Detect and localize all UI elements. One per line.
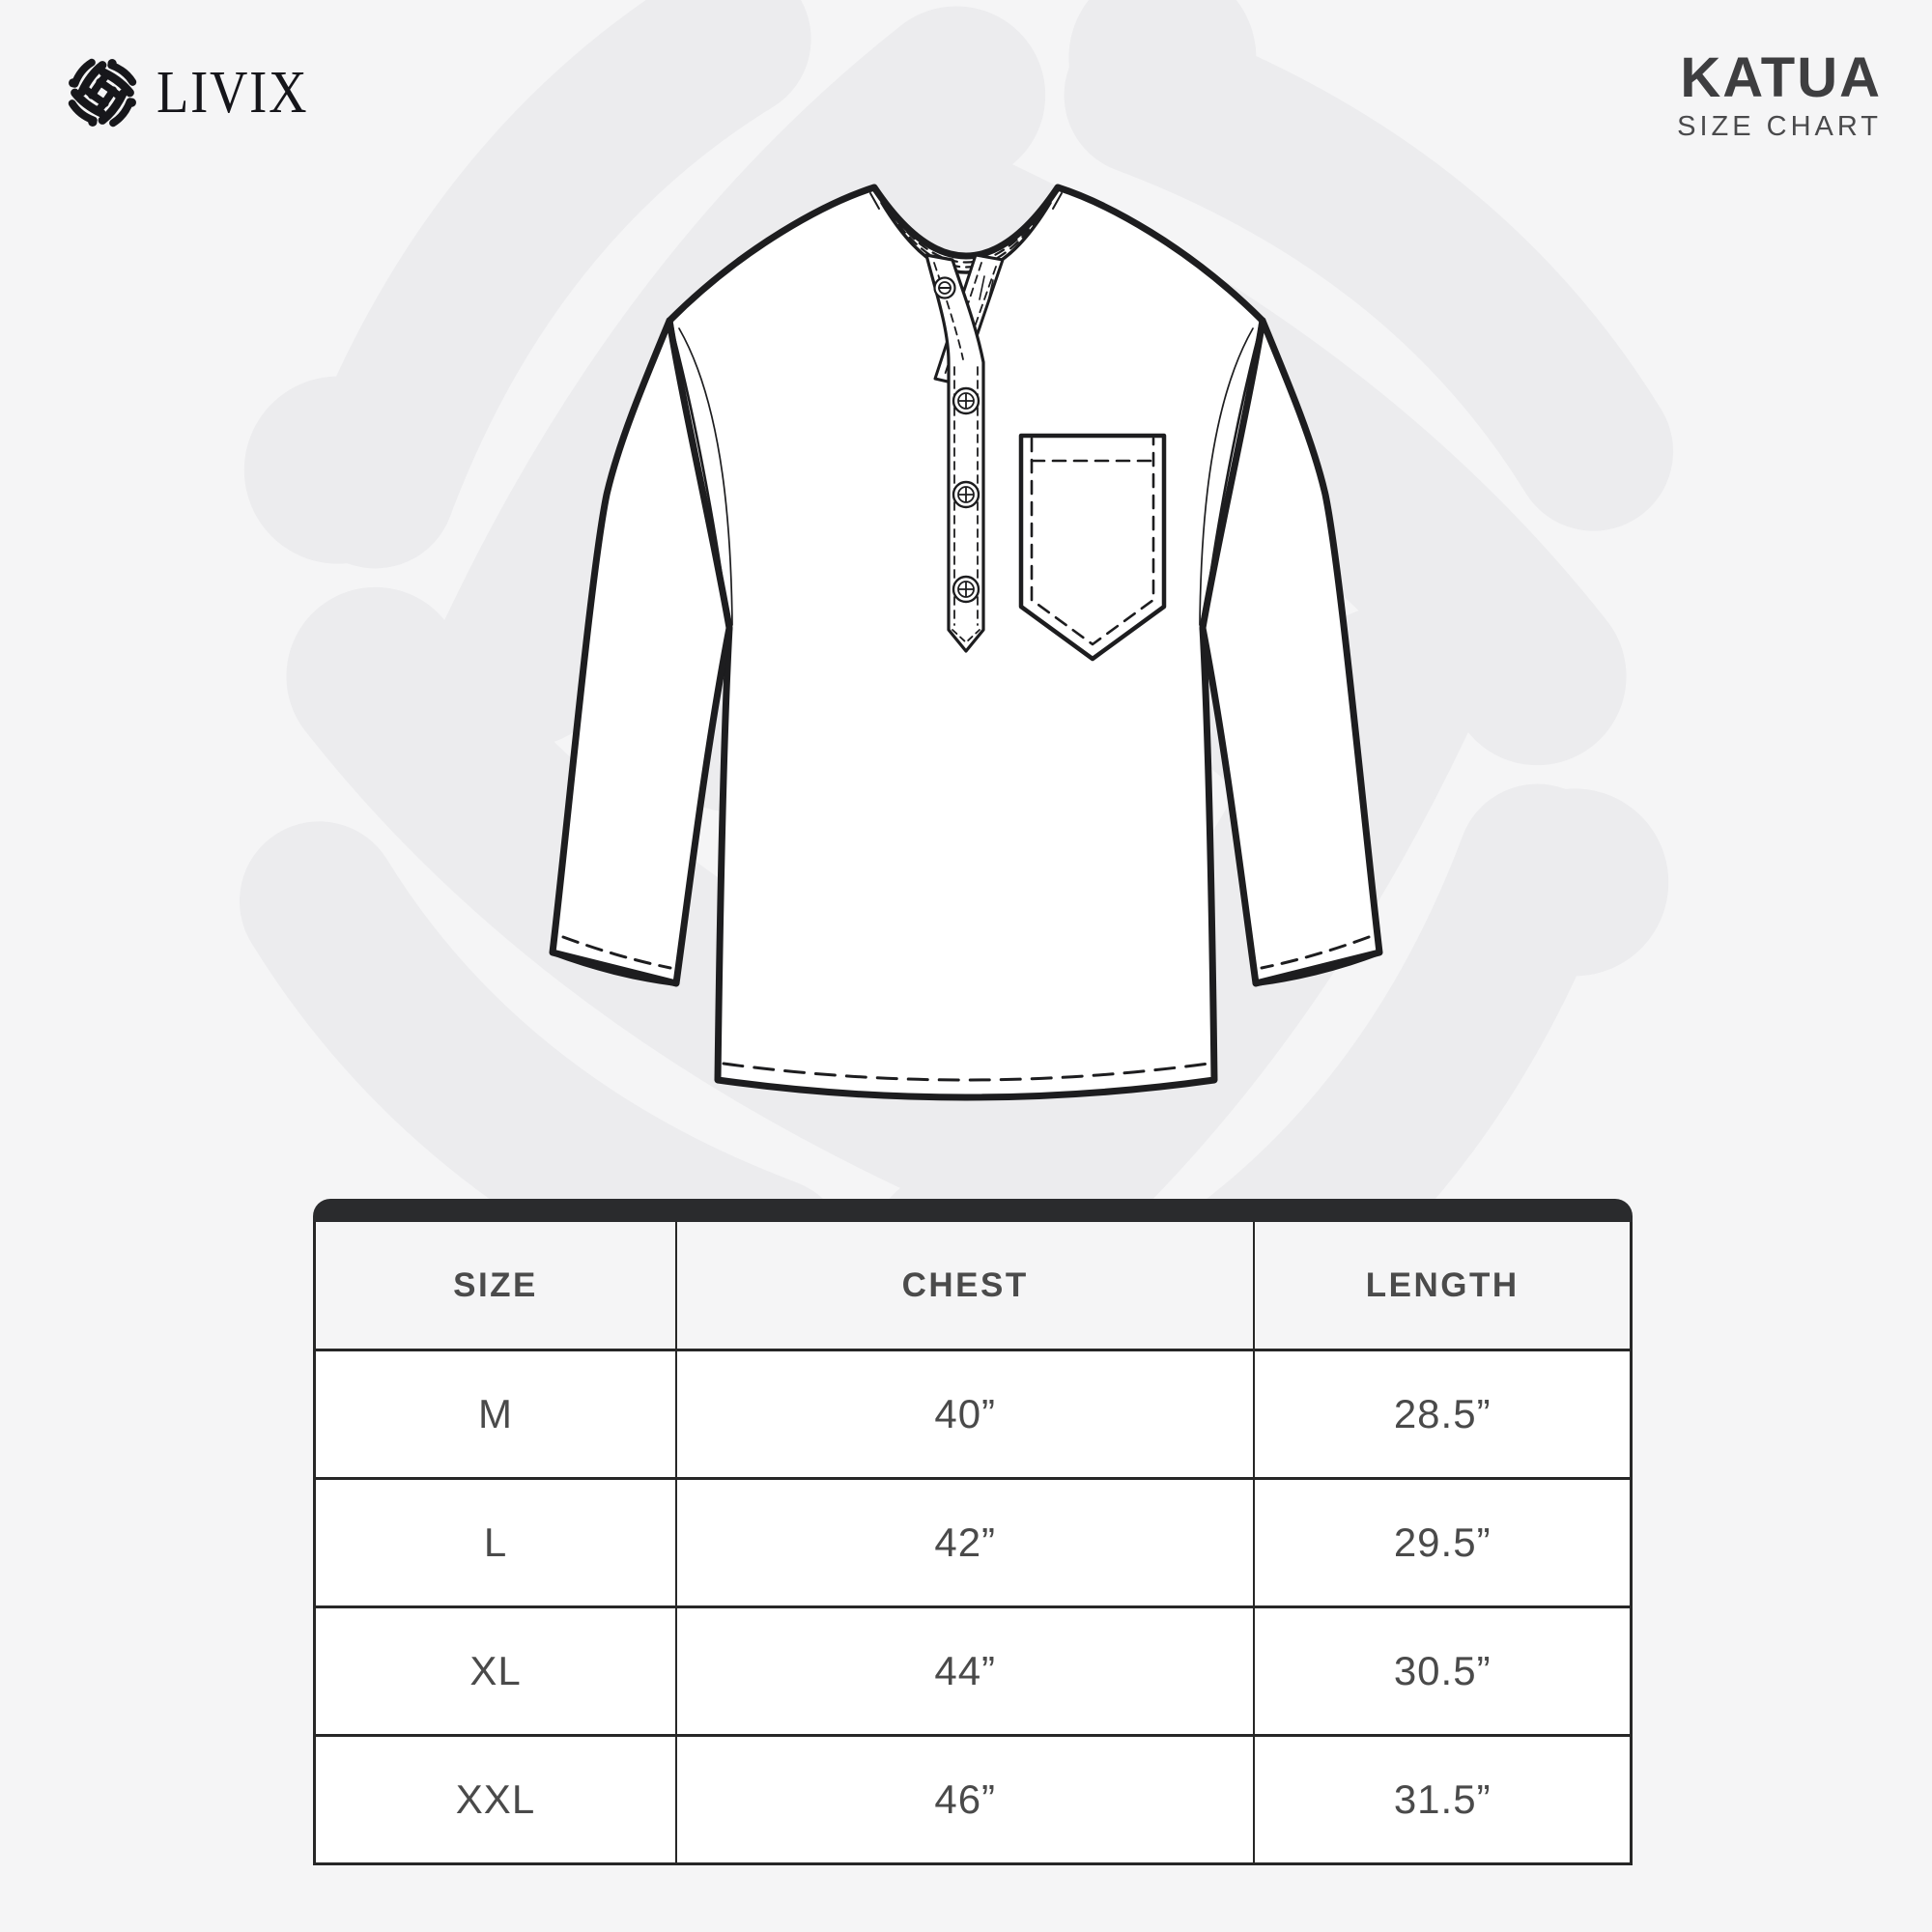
size-chart-table xyxy=(313,1199,1633,1865)
button-1 xyxy=(935,278,955,298)
brand-logo xyxy=(58,48,329,137)
table-row-l xyxy=(316,1477,1630,1605)
button-3 xyxy=(953,482,979,507)
livix-logo-icon xyxy=(58,48,147,137)
chest-value: 42” xyxy=(677,1480,1255,1605)
column-header-length: LENGTH xyxy=(1365,1265,1520,1304)
table-row-xl xyxy=(316,1605,1630,1734)
length-value: 30.5” xyxy=(1393,1648,1492,1693)
button-4 xyxy=(953,577,979,602)
size-value: XXL xyxy=(316,1737,677,1862)
length-value: 31.5” xyxy=(1393,1776,1492,1822)
product-subtitle: SIZE CHART xyxy=(1677,111,1882,142)
length-value: 28.5” xyxy=(1393,1391,1492,1436)
table-top-bar xyxy=(313,1199,1633,1222)
chest-value: 46” xyxy=(677,1737,1255,1862)
brand-wordmark: LIVIX xyxy=(156,60,309,126)
size-value: M xyxy=(316,1351,677,1477)
chest-value: 40” xyxy=(677,1351,1255,1477)
table-grid xyxy=(313,1222,1633,1865)
size-value: XL xyxy=(316,1608,677,1734)
table-header-row xyxy=(316,1222,1630,1349)
product-name: KATUA xyxy=(1680,46,1882,109)
length-value: 29.5” xyxy=(1393,1520,1492,1565)
product-heading xyxy=(1677,46,1882,142)
table-row-m xyxy=(316,1349,1630,1477)
size-value: L xyxy=(316,1480,677,1605)
table-row-xxl xyxy=(316,1734,1630,1862)
katua-illustration xyxy=(512,155,1420,1121)
column-header-size: SIZE xyxy=(316,1222,677,1349)
button-2 xyxy=(953,388,979,413)
chest-value: 44” xyxy=(677,1608,1255,1734)
column-header-chest: CHEST xyxy=(677,1222,1255,1349)
